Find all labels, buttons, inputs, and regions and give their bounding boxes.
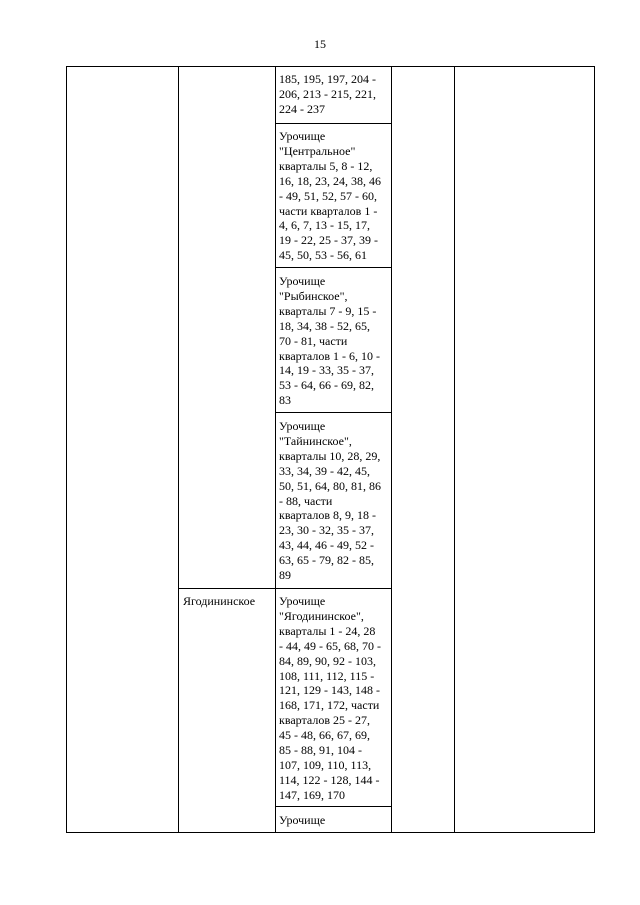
column-divider <box>391 67 392 832</box>
row-divider <box>275 267 391 268</box>
column-divider <box>275 67 276 832</box>
forestry-table <box>66 66 595 833</box>
column-divider <box>454 67 455 832</box>
table-cell-tracts: 185, 195, 197, 204 - 206, 213 - 215, 221, 224 - 237 <box>279 72 376 116</box>
table-cell-tracts: Урочище "Центральное" кварталы 5, 8 - 12, 16, 18, 23, 24, 38, 46 - 49, 51, 52, 57 - 60, части кварталов 1 - 4, 6, 7, 13 - 15, 17, 19 - 22, 25 - 37, 39 - 45, 50, 53 - 56, 61 <box>279 129 381 263</box>
table-cell-tracts: Урочище <box>279 813 326 827</box>
column-divider <box>178 67 179 832</box>
row-divider <box>275 412 391 413</box>
table-cell-tracts: Урочище "Тайнинское", кварталы 10, 28, 29, 33, 34, 39 - 42, 45, 50, 51, 64, 80, 81, 86 - 88, части кварталов 8, 9, 18 - 23, 30 - 32, 35 - 37, 43, 44, 46 - 49, 52 - 63, 65 - 79, 82 - 85, 89 <box>279 419 381 583</box>
table-cell-district: Ягодининское <box>183 594 256 608</box>
table-cell-tracts: Урочище "Ягодининское", кварталы 1 - 24, 28 - 44, 49 - 65, 68, 70 - 84, 89, 90, 92 - 103, 108, 111, 112, 115 - 121, 129 - 143, 148 - 168, 171, 172, части кварталов 25 - 27, 45 - 48, 66, 67, 69, 85 - 88, 91, 104 - 107, 109, 110, 113, 114, 122 - 128, 144 - 147, 169, 170 <box>279 594 381 802</box>
row-divider <box>178 588 391 589</box>
row-divider <box>275 123 391 124</box>
row-divider <box>275 806 391 807</box>
table-cell-tracts: Урочище "Рыбинское", кварталы 7 - 9, 15 - 18, 34, 38 - 52, 65, 70 - 81, части кварталов 1 - 6, 10 - 14, 19 - 33, 35 - 37, 53 - 64, 66 - 69, 82, 83 <box>279 274 380 408</box>
page-number: 15 <box>314 37 326 51</box>
